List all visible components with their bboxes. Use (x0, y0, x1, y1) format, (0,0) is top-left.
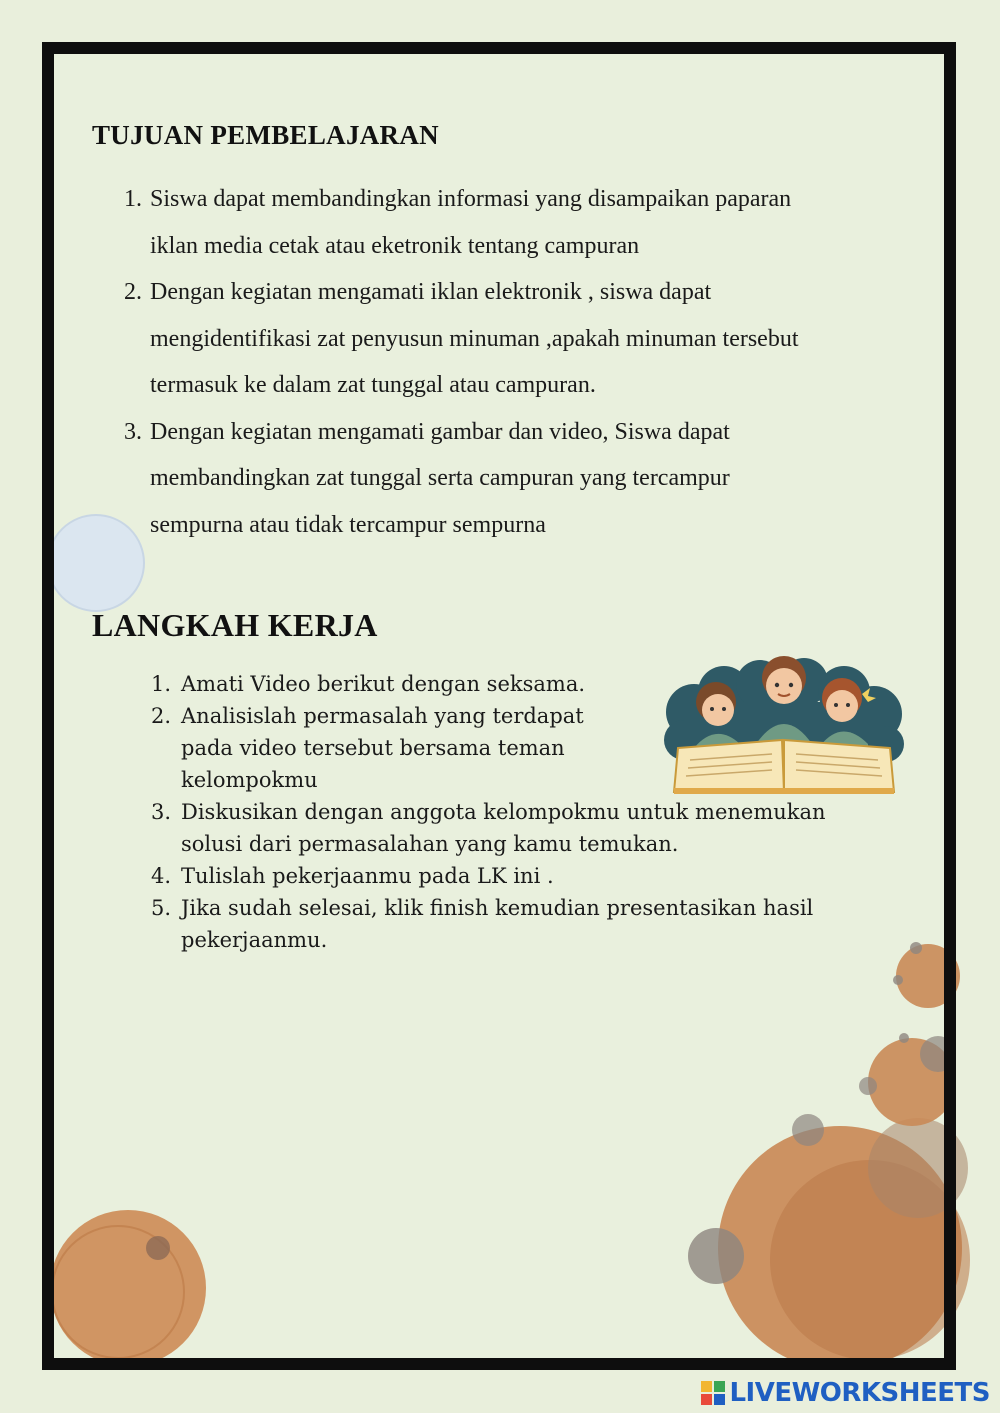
step-line: Tulislah pekerjaanmu pada LK ini . (181, 864, 554, 888)
step-line: Jika sudah selesai, klik finish kemudian presentasikan hasil (181, 896, 814, 920)
step-line: solusi dari permasalahan yang kamu temukan. (181, 832, 679, 856)
liveworksheets-logo-text: LIVEWORKSHEETS (729, 1378, 990, 1408)
brown-bubble-bottom-left (50, 1210, 206, 1366)
grey-bubble (688, 1228, 744, 1284)
step-number: 2. (151, 704, 172, 728)
liveworksheets-logo-icon (701, 1381, 725, 1405)
grey-dot (146, 1236, 170, 1260)
goal-number: 2. (124, 279, 142, 305)
goal-item (124, 269, 910, 409)
step-item (151, 892, 911, 956)
step-line: kelompokmu (181, 768, 318, 792)
step-line: Diskusikan dengan anggota kelompokmu untuk menemukan (181, 800, 826, 824)
steps-title: LANGKAH KERJA (92, 607, 378, 643)
goals-list (124, 176, 910, 548)
goals-title: TUJUAN PEMBELAJARAN (92, 120, 439, 150)
grey-dot (899, 1033, 909, 1043)
goal-line: Siswa dapat membandingkan informasi yang disampaikan paparan (150, 186, 792, 212)
blue-bubble (48, 515, 144, 611)
goal-item (124, 176, 910, 269)
step-item (151, 700, 651, 796)
step-number: 5. (151, 896, 172, 920)
grey-dot (792, 1114, 824, 1146)
goal-line: sempurna atau tidak tercampur sempurna (150, 511, 546, 538)
goal-line: mengidentifikasi zat penyusun minuman ,apakah minuman tersebut (150, 325, 799, 352)
step-number: 3. (151, 800, 172, 824)
step-line: pekerjaanmu. (181, 928, 328, 952)
grey-dot (893, 975, 903, 985)
goal-line: iklan media cetak atau eketronik tentang campuran (150, 232, 640, 259)
step-line: pada video tersebut bersama teman (181, 736, 565, 760)
grey-dot (910, 942, 922, 954)
step-item (151, 668, 651, 700)
liveworksheets-logo[interactable] (701, 1375, 990, 1411)
goal-line: termasuk ke dalam zat tunggal atau campuran. (150, 372, 596, 398)
step-item (151, 860, 911, 892)
goal-line: Dengan kegiatan mengamati iklan elektronik , siswa dapat (150, 279, 712, 305)
step-line: Amati Video berikut dengan seksama. (181, 672, 586, 696)
step-line: Analisislah permasalah yang terdapat (181, 704, 584, 728)
goal-line: Dengan kegiatan mengamati gambar dan video, Siswa dapat (150, 418, 730, 445)
children-reading-book-illustration (664, 652, 904, 794)
step-item (151, 796, 911, 860)
step-number: 4. (151, 864, 172, 888)
goal-number: 1. (124, 186, 142, 212)
goal-line: membandingkan zat tunggal serta campuran yang tercampur (150, 465, 730, 491)
grey-dot (859, 1077, 877, 1095)
step-number: 1. (151, 672, 172, 696)
goal-number: 3. (124, 418, 142, 445)
goal-item (124, 409, 910, 549)
